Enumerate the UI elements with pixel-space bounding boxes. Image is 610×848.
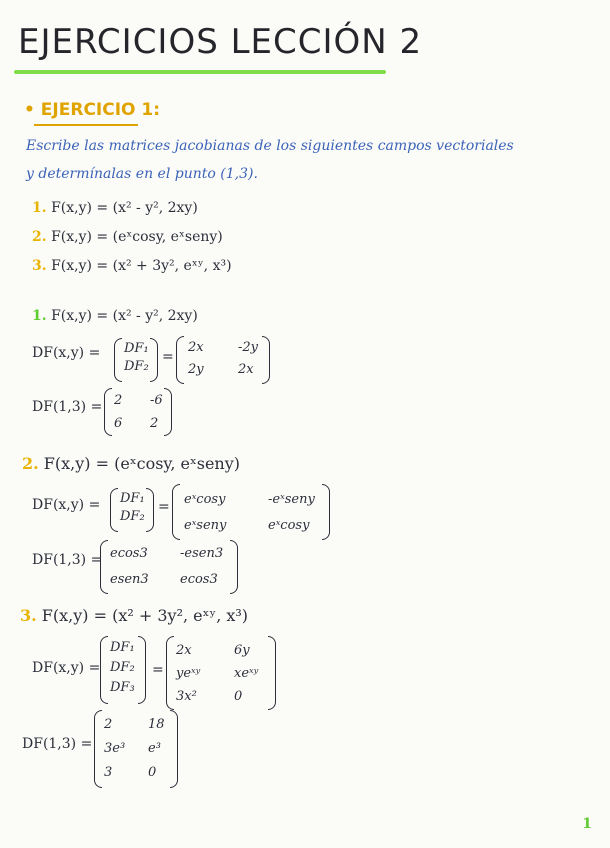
df-row: DF₂ — [110, 660, 135, 675]
right-bracket — [262, 336, 270, 384]
exercise-item-2 — [32, 229, 223, 245]
jacobian-matrix — [176, 640, 278, 707]
solution-header-text: F(x,y) = (x² - y², 2xy) — [51, 308, 198, 324]
df-row: DF₂ — [124, 359, 149, 374]
matrix-cell: -eˣseny — [268, 492, 315, 507]
left-bracket — [100, 540, 108, 594]
right-bracket — [230, 540, 238, 594]
instruction-line-2: y determínalas en el punto (1,3). — [26, 166, 258, 182]
exercise-underline — [34, 124, 138, 126]
left-bracket — [110, 488, 118, 532]
matrix-cell: esen3 — [110, 572, 149, 587]
solution-header-text: F(x,y) = (x² + 3y², eˣʸ, x³) — [41, 606, 249, 625]
matrix-cell: xeˣʸ — [234, 666, 259, 681]
matrix-cell: -2y — [238, 340, 259, 355]
matrix-cell: -6 — [150, 393, 163, 408]
item-number: 1. — [32, 200, 47, 216]
right-bracket — [150, 338, 158, 382]
df-components — [120, 490, 145, 526]
matrix-cell: 2x — [238, 362, 254, 377]
solution-2-header — [22, 454, 240, 473]
right-bracket — [322, 484, 330, 540]
jacobian-matrix — [184, 488, 338, 538]
df-components — [124, 340, 149, 376]
left-bracket — [166, 636, 174, 710]
df-components — [110, 638, 135, 698]
instruction-line-1: Escribe las matrices jacobianas de los siguientes campos vectoriales — [26, 138, 514, 154]
left-bracket — [176, 336, 184, 384]
df-row: DF₁ — [110, 640, 135, 655]
matrix-cell: -esen3 — [180, 546, 224, 561]
matrix-cell: 2 — [104, 717, 113, 732]
right-bracket — [170, 710, 178, 788]
right-bracket — [268, 636, 276, 710]
evaluated-matrix — [110, 542, 236, 592]
matrix-cell: 2y — [188, 362, 204, 377]
eval-label: DF(1,3) = — [32, 399, 103, 415]
exercise-heading — [24, 100, 160, 120]
matrix-cell: ecos3 — [110, 546, 148, 561]
item-text: F(x,y) = (eˣcosy, eˣseny) — [51, 229, 223, 245]
left-bracket — [100, 636, 108, 704]
equals-sign: = — [162, 349, 174, 365]
df-row: DF₃ — [110, 680, 135, 695]
matrix-cell: 2x — [188, 340, 204, 355]
matrix-cell: yeˣʸ — [176, 666, 201, 681]
solution-number: 3. — [20, 606, 37, 625]
left-bracket — [104, 388, 112, 436]
matrix-cell: 6 — [114, 416, 123, 431]
item-number: 2. — [32, 229, 47, 245]
item-number: 3. — [32, 258, 47, 274]
matrix-cell: 6y — [234, 643, 250, 658]
matrix-cell: eˣcosy — [184, 492, 226, 507]
bullet: • — [24, 100, 41, 120]
matrix-cell: eˣcosy — [268, 518, 310, 533]
right-bracket — [164, 388, 172, 436]
eval-label: DF(1,3) = — [32, 552, 103, 568]
exercise-item-3 — [32, 258, 232, 274]
equals-sign: = — [152, 662, 164, 678]
eval-label: DF(1,3) = — [22, 736, 93, 752]
right-bracket — [146, 488, 154, 532]
item-text: F(x,y) = (x² + 3y², eˣʸ, x³) — [51, 258, 232, 274]
exercise-item-1 — [32, 200, 198, 216]
df-row: DF₁ — [124, 341, 149, 356]
left-bracket — [172, 484, 180, 540]
solution-number: 1. — [32, 308, 47, 324]
exercise-heading-text: EJERCICIO 1: — [40, 100, 161, 120]
matrix-cell: 18 — [148, 717, 165, 732]
df-label: DF(x,y) = — [32, 660, 101, 676]
df-label: DF(x,y) = — [32, 497, 101, 513]
solution-number: 2. — [22, 454, 39, 473]
matrix-cell: 3 — [104, 765, 113, 780]
right-bracket — [138, 636, 146, 704]
matrix-cell: 2 — [150, 416, 159, 431]
left-bracket — [114, 338, 122, 382]
matrix-cell: eˣseny — [184, 518, 227, 533]
matrix-cell: 3x² — [176, 689, 197, 704]
equals-sign: = — [158, 499, 170, 515]
evaluated-matrix — [104, 714, 178, 784]
matrix-cell: 0 — [148, 765, 157, 780]
page-title: EJERCICIOS LECCIÓN 2 — [18, 22, 423, 62]
matrix-cell: e³ — [148, 741, 161, 756]
page-number: 1 — [582, 816, 592, 832]
solution-3-header — [20, 606, 248, 625]
matrix-cell: 3e³ — [104, 741, 126, 756]
solution-header-text: F(x,y) = (eˣcosy, eˣseny) — [43, 454, 241, 473]
df-label: DF(x,y) = — [32, 345, 101, 361]
matrix-cell: 0 — [234, 689, 243, 704]
df-row: DF₂ — [120, 509, 145, 524]
left-bracket — [94, 710, 102, 788]
df-row: DF₁ — [120, 491, 145, 506]
matrix-cell: 2 — [114, 393, 123, 408]
matrix-cell: 2x — [176, 643, 192, 658]
title-underline — [14, 70, 386, 74]
matrix-cell: ecos3 — [180, 572, 218, 587]
solution-1-header — [32, 308, 198, 324]
item-text: F(x,y) = (x² - y², 2xy) — [51, 200, 198, 216]
